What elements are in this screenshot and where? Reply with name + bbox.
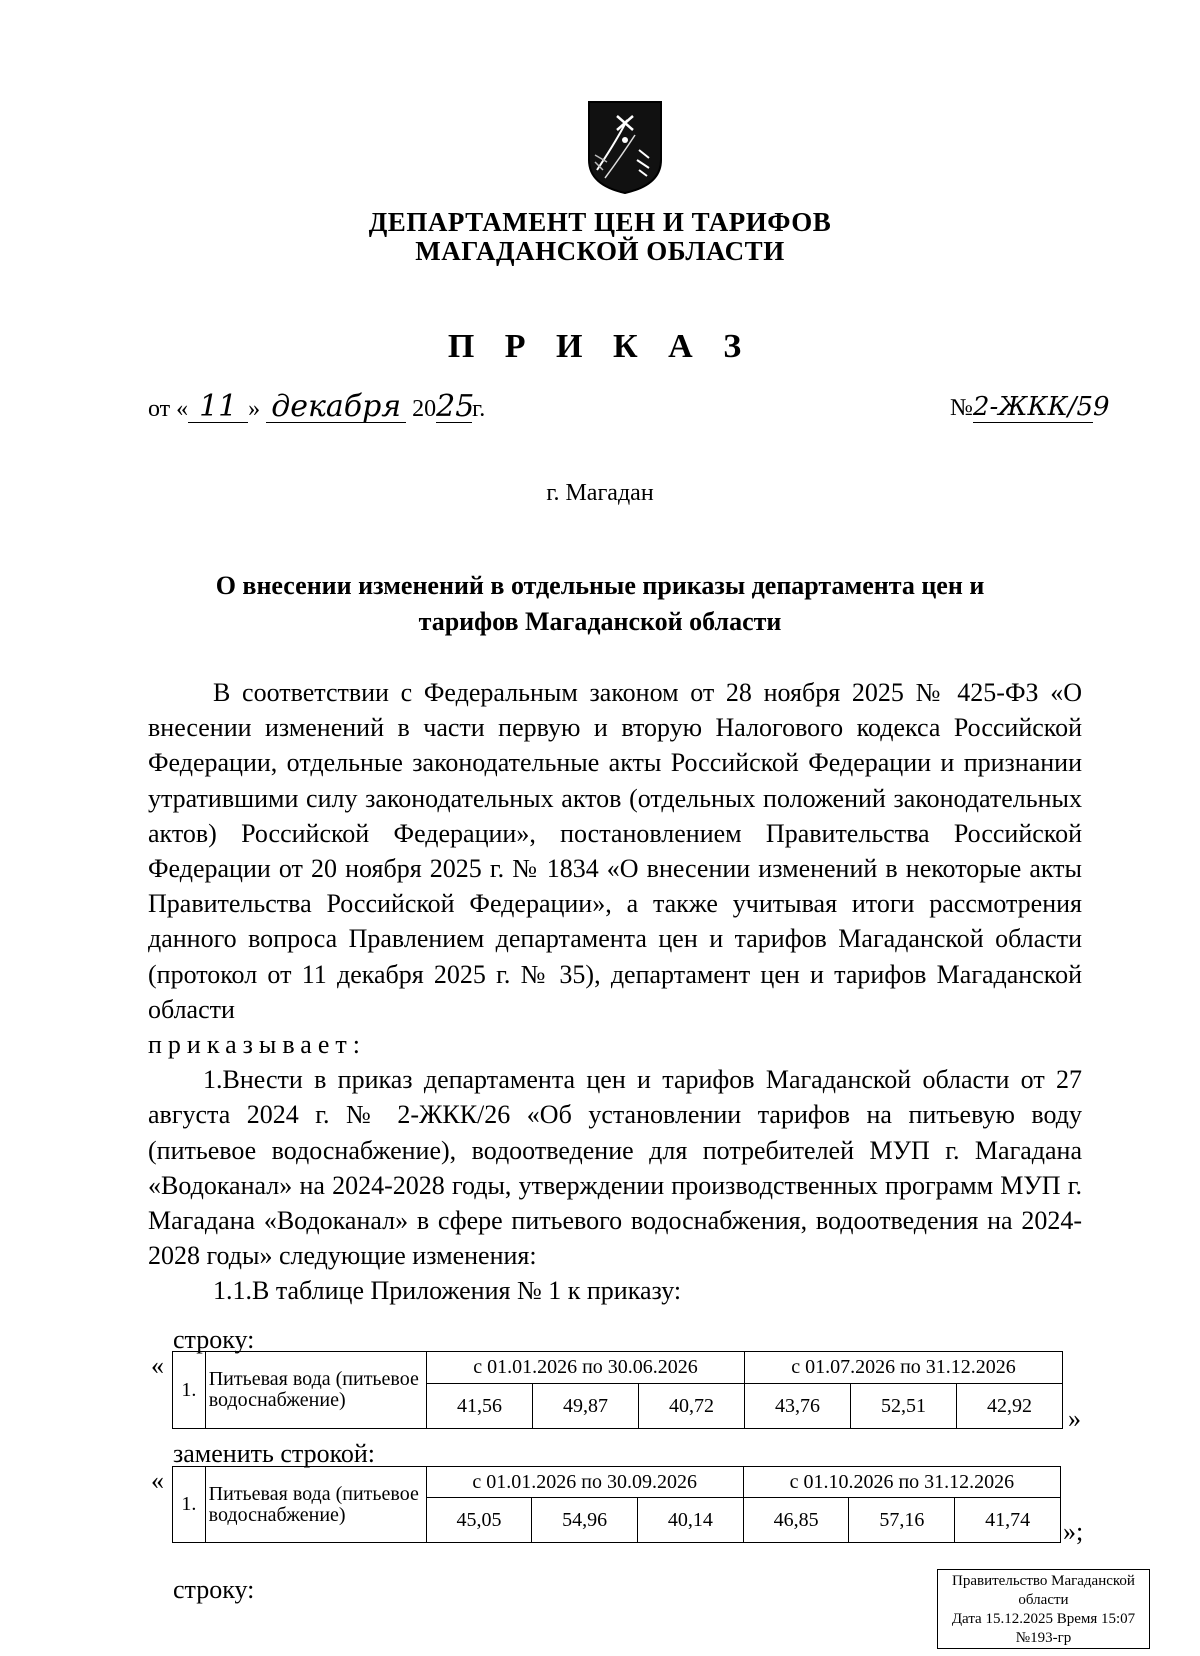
item-1-paragraph: 1.Внести в приказ департамента цен и тарифов Магаданской области от 27 августа 2024 г. № 2-ЖКК/26 «Об установлении тарифов на питьевую воду (питьевое водоснабжение), водоотведение для потребителей МУП г. Магадана «Водоканал» на 2024-2028 годы, утверждении производственных программ МУП г. Магадана «Водоканал» в сфере питьевого водоснабжения, водоотведения на 2024-2028 годы» следующие изменения: bbox=[148, 1065, 1082, 1271]
date-suffix: г. bbox=[472, 396, 486, 422]
preamble-paragraph: В соответствии с Федеральным законом от 28 ноября 2025 № 425-ФЗ «О внесении изменений в части первую и вторую Налогового кодекса Российской Федерации, отдельные законодательные акты Российской Федерации и признании утратившими силу законодательных актов (отдельных положений законодательных актов) Российской Федерации», постановлением Правительства Российской Федерации от 20 ноября 2025 г. № 1834 «О внесении изменений в некоторые акты Правительства Российской Федерации», а также учитывая итоги рассмотрения данного вопроса Правлением департамента цен и тарифов Магаданской области (протокол от 11 декабря 2025 г. № 35), департамент цен и тарифов Магаданской области bbox=[148, 678, 1082, 1024]
period-header: с 01.01.2026 по 30.06.2026 bbox=[427, 1352, 745, 1384]
stamp-line4: №193-гр bbox=[1015, 1630, 1072, 1646]
org-name-line2: МАГАДАНСКОЙ ОБЛАСТИ bbox=[415, 236, 785, 266]
stamp-line2: области bbox=[1018, 1592, 1069, 1608]
table-row-name: Питьевая вода (питьевое водоснабжение) bbox=[205, 1467, 426, 1543]
order-number bbox=[950, 392, 1110, 423]
table-row-number: 1. bbox=[173, 1467, 206, 1543]
city: г. Магадан bbox=[546, 480, 654, 506]
number-value: 2-ЖКК/59 bbox=[972, 392, 1110, 422]
table-new-open-quote: « bbox=[151, 1466, 164, 1495]
stamp-line1: Правительство Магаданской bbox=[952, 1573, 1135, 1589]
replace-label: заменить строкой: bbox=[173, 1439, 376, 1468]
date-quote-close: » bbox=[248, 396, 261, 422]
row-label: строку: bbox=[173, 1325, 255, 1354]
table-row-name: Питьевая вода (питьевое водоснабжение) bbox=[205, 1352, 426, 1429]
tariff-value: 42,92 bbox=[956, 1384, 1062, 1429]
document-type-title: П Р И К А З bbox=[447, 328, 753, 365]
tariff-value: 40,14 bbox=[638, 1498, 744, 1543]
date-year-suffix: 25 bbox=[436, 389, 475, 424]
row-label-2: строку: bbox=[173, 1575, 255, 1604]
date-prefix: от « bbox=[148, 396, 189, 422]
date-day: 11 bbox=[188, 392, 248, 423]
period-header: с 01.10.2026 по 31.12.2026 bbox=[743, 1467, 1060, 1498]
table-old-open-quote: « bbox=[151, 1351, 164, 1380]
stamp-line3: Дата 15.12.2025 Время 15:07 bbox=[951, 1611, 1136, 1627]
tariff-value: 49,87 bbox=[533, 1384, 639, 1429]
tariff-table-new bbox=[172, 1466, 1061, 1543]
number-prefix: № bbox=[950, 395, 973, 421]
document-body bbox=[148, 675, 1082, 1309]
tariff-value: 54,96 bbox=[532, 1498, 638, 1543]
tariff-value: 45,05 bbox=[426, 1498, 532, 1543]
tariff-value: 41,56 bbox=[427, 1384, 533, 1429]
date-month: декабря bbox=[266, 392, 406, 423]
table-old-close-quote: » bbox=[1068, 1404, 1081, 1433]
order-date bbox=[148, 389, 486, 424]
tariff-value: 41,74 bbox=[955, 1498, 1061, 1543]
tariff-value: 52,51 bbox=[850, 1384, 956, 1429]
table-new-close-quote: »; bbox=[1063, 1517, 1084, 1546]
org-name-line1: ДЕПАРТАМЕНТ ЦЕН И ТАРИФОВ bbox=[368, 207, 832, 237]
period-header: с 01.01.2026 по 30.09.2026 bbox=[426, 1467, 743, 1498]
table-row-number: 1. bbox=[173, 1352, 206, 1429]
tariff-value: 46,85 bbox=[743, 1498, 849, 1543]
date-year-prefix: 20 bbox=[412, 396, 437, 422]
tariff-table-old bbox=[172, 1351, 1063, 1429]
period-header: с 01.07.2026 по 31.12.2026 bbox=[744, 1352, 1062, 1384]
tariff-value: 43,76 bbox=[744, 1384, 850, 1429]
item-1-1-paragraph: 1.1.В таблице Приложения № 1 к приказу: bbox=[213, 1276, 682, 1306]
heading-line2: тарифов Магаданской области bbox=[418, 607, 782, 636]
tariff-value: 57,16 bbox=[849, 1498, 955, 1543]
registration-stamp bbox=[937, 1569, 1150, 1649]
orders-word: приказывает: bbox=[148, 1030, 366, 1060]
coat-of-arms-emblem bbox=[587, 100, 663, 195]
tariff-value: 40,72 bbox=[639, 1384, 745, 1429]
heading-line1: О внесении изменений в отдельные приказы департамента цен и bbox=[215, 571, 985, 600]
